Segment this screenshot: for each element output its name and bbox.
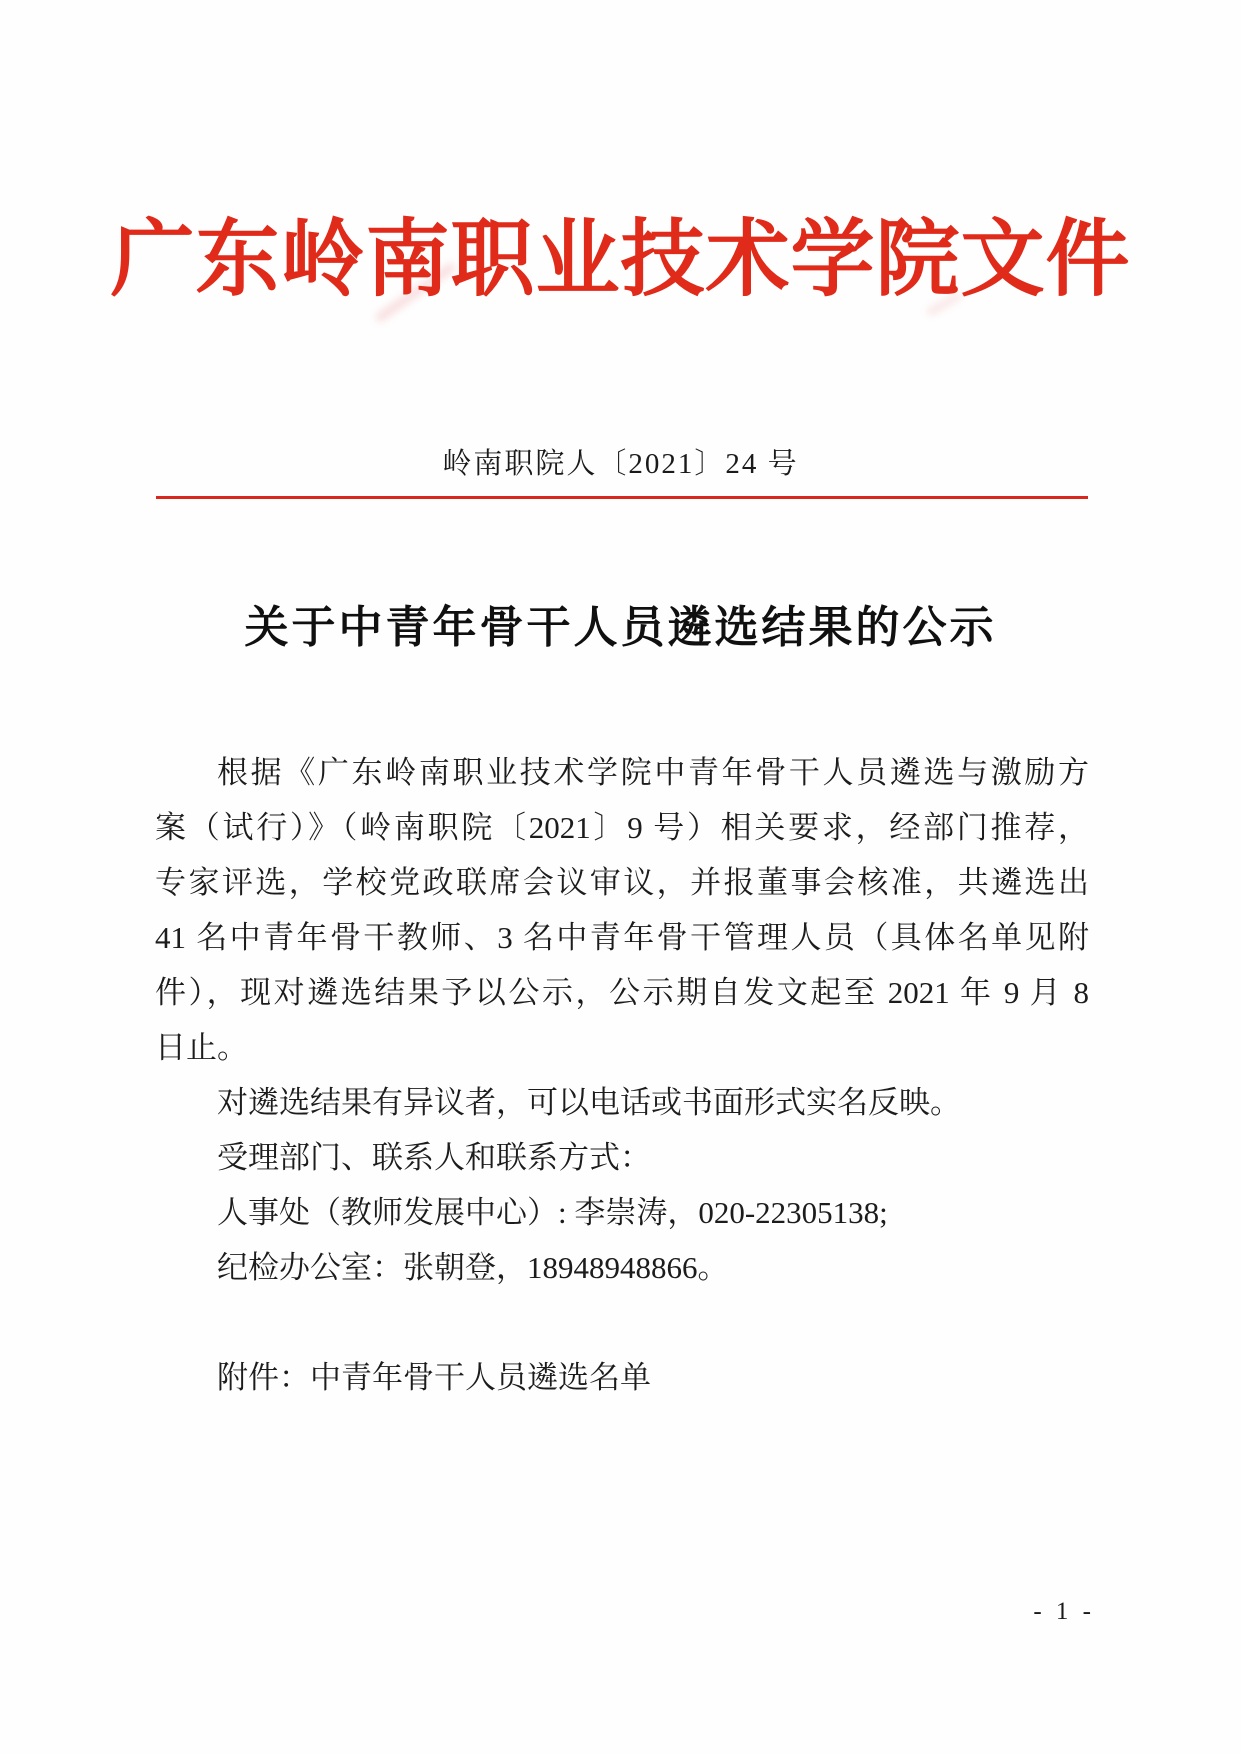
red-separator-line: [156, 496, 1088, 499]
paragraph1-line-4: 41 名中青年骨干教师、3 名中青年骨干管理人员（具体名单见附: [155, 920, 1089, 955]
document-title: 关于中青年骨干人员遴选结果的公示: [244, 603, 997, 652]
paragraph-objection: 对遴选结果有异议者，可以电话或书面形式实名反映。: [217, 1085, 961, 1120]
attachment-line: 附件：中青年骨干人员遴选名单: [217, 1360, 651, 1395]
paragraph-discipline-contact: 纪检办公室：张朝登，18948948866。: [217, 1250, 729, 1285]
paragraph1-line-2: 案（试行）》（岭南职院〔2021〕9 号）相关要求，经部门推荐，: [155, 810, 1089, 845]
page-number: - 1 -: [1033, 1598, 1095, 1625]
paragraph1-line-3: 专家评选，学校党政联席会议审议，并报董事会核准，共遴选出: [155, 865, 1089, 900]
paragraph1-line-6: 日止。: [155, 1030, 248, 1065]
document-number: 岭南职院人〔2021〕24 号: [442, 448, 799, 480]
document-body: [155, 745, 1089, 1405]
red-letterhead-title: 广东岭南职业技术学院文件: [110, 214, 1131, 307]
paragraph1-line-1: 根据《广东岭南职业技术学院中青年骨干人员遴选与激励方: [217, 755, 1089, 790]
paragraph-hr-contact: 人事处（教师发展中心）: 李崇涛，020-22305138;: [217, 1195, 888, 1230]
paragraph1-line-5: 件），现对遴选结果予以公示，公示期自发文起至 2021 年 9 月 8: [155, 975, 1089, 1010]
paragraph-contact-header: 受理部门、联系人和联系方式：: [217, 1140, 651, 1175]
